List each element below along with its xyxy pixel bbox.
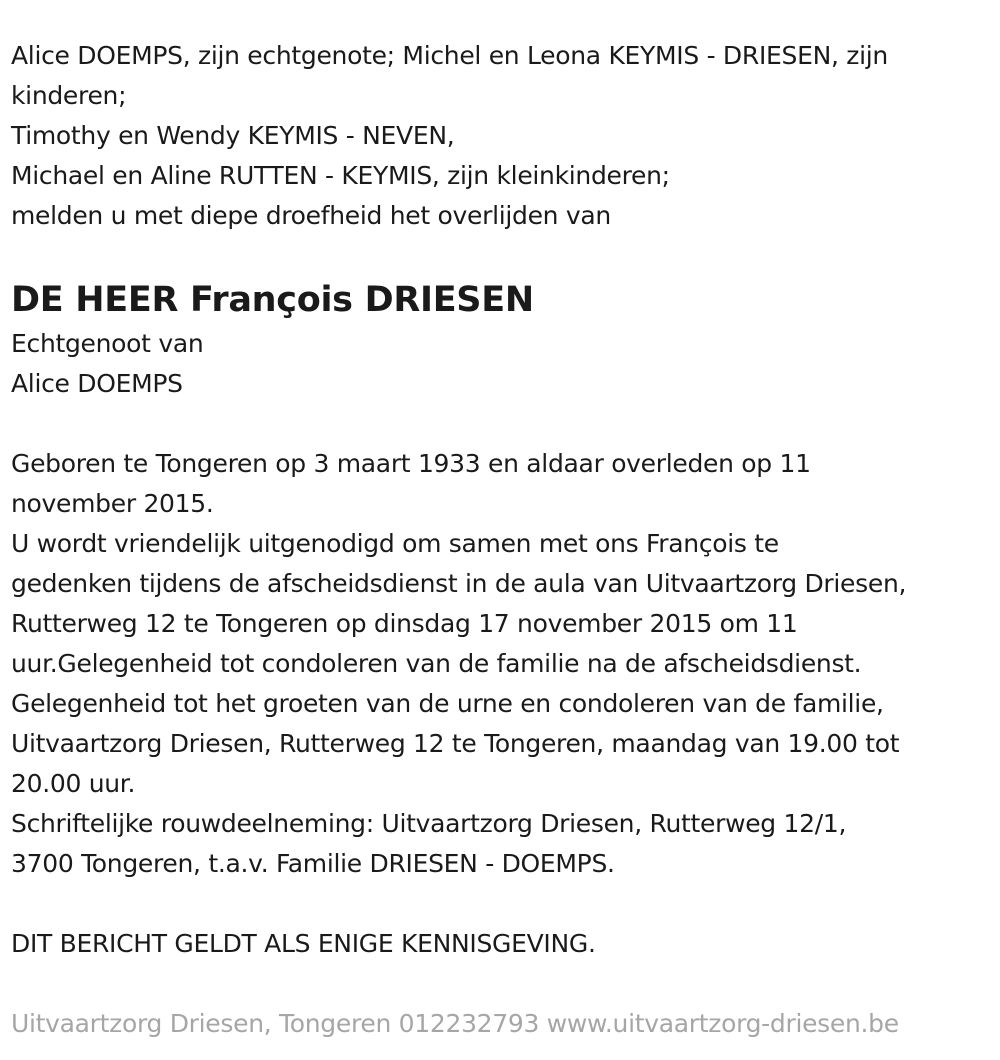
body-line-7: Gelegenheid tot het groeten van de urne en condoleren van de familie, bbox=[11, 689, 884, 718]
body-line-9: 20.00 uur. bbox=[11, 769, 136, 798]
spacer bbox=[11, 884, 986, 924]
obituary-document bbox=[11, 36, 986, 964]
intro-line-1: Alice DOEMPS, zijn echtgenote; Michel en Leona KEYMIS - DRIESEN, zijn bbox=[11, 41, 888, 70]
sole-notice: DIT BERICHT GELDT ALS ENIGE KENNISGEVING. bbox=[11, 929, 596, 958]
intro-line-2: kinderen; bbox=[11, 81, 127, 110]
body-line-5: Rutterweg 12 te Tongeren op dinsdag 17 november 2015 om 11 bbox=[11, 609, 798, 638]
intro-line-3: Timothy en Wendy KEYMIS - NEVEN, bbox=[11, 121, 455, 150]
ceremony-details bbox=[11, 444, 986, 884]
intro-line-5: melden u met diepe droefheid het overlijden van bbox=[11, 201, 611, 230]
spouse-line-1: Echtgenoot van bbox=[11, 329, 204, 358]
body-line-3: U wordt vriendelijk uitgenodigd om samen met ons François te bbox=[11, 529, 779, 558]
spacer bbox=[11, 404, 986, 444]
intro-line-4: Michael en Aline RUTTEN - KEYMIS, zijn kleinkinderen; bbox=[11, 161, 670, 190]
spouse-line-2: Alice DOEMPS bbox=[11, 369, 183, 398]
deceased-name-title: DE HEER François DRIESEN bbox=[11, 280, 534, 320]
spouse-info bbox=[11, 324, 986, 404]
spacer bbox=[11, 236, 986, 276]
body-line-4: gedenken tijdens de afscheidsdienst in de aula van Uitvaartzorg Driesen, bbox=[11, 569, 907, 598]
family-announcement bbox=[11, 36, 986, 236]
funeral-home-footer: Uitvaartzorg Driesen, Tongeren 012232793 www.uitvaartzorg-driesen.be bbox=[11, 1009, 899, 1038]
body-line-2: november 2015. bbox=[11, 489, 214, 518]
body-line-8: Uitvaartzorg Driesen, Rutterweg 12 te Tongeren, maandag van 19.00 tot bbox=[11, 729, 900, 758]
body-line-6: uur.Gelegenheid tot condoleren van de familie na de afscheidsdienst. bbox=[11, 649, 862, 678]
body-line-11: 3700 Tongeren, t.a.v. Familie DRIESEN - DOEMPS. bbox=[11, 849, 615, 878]
body-line-1: Geboren te Tongeren op 3 maart 1933 en aldaar overleden op 11 bbox=[11, 449, 811, 478]
body-line-10: Schriftelijke rouwdeelneming: Uitvaartzorg Driesen, Rutterweg 12/1, bbox=[11, 809, 847, 838]
